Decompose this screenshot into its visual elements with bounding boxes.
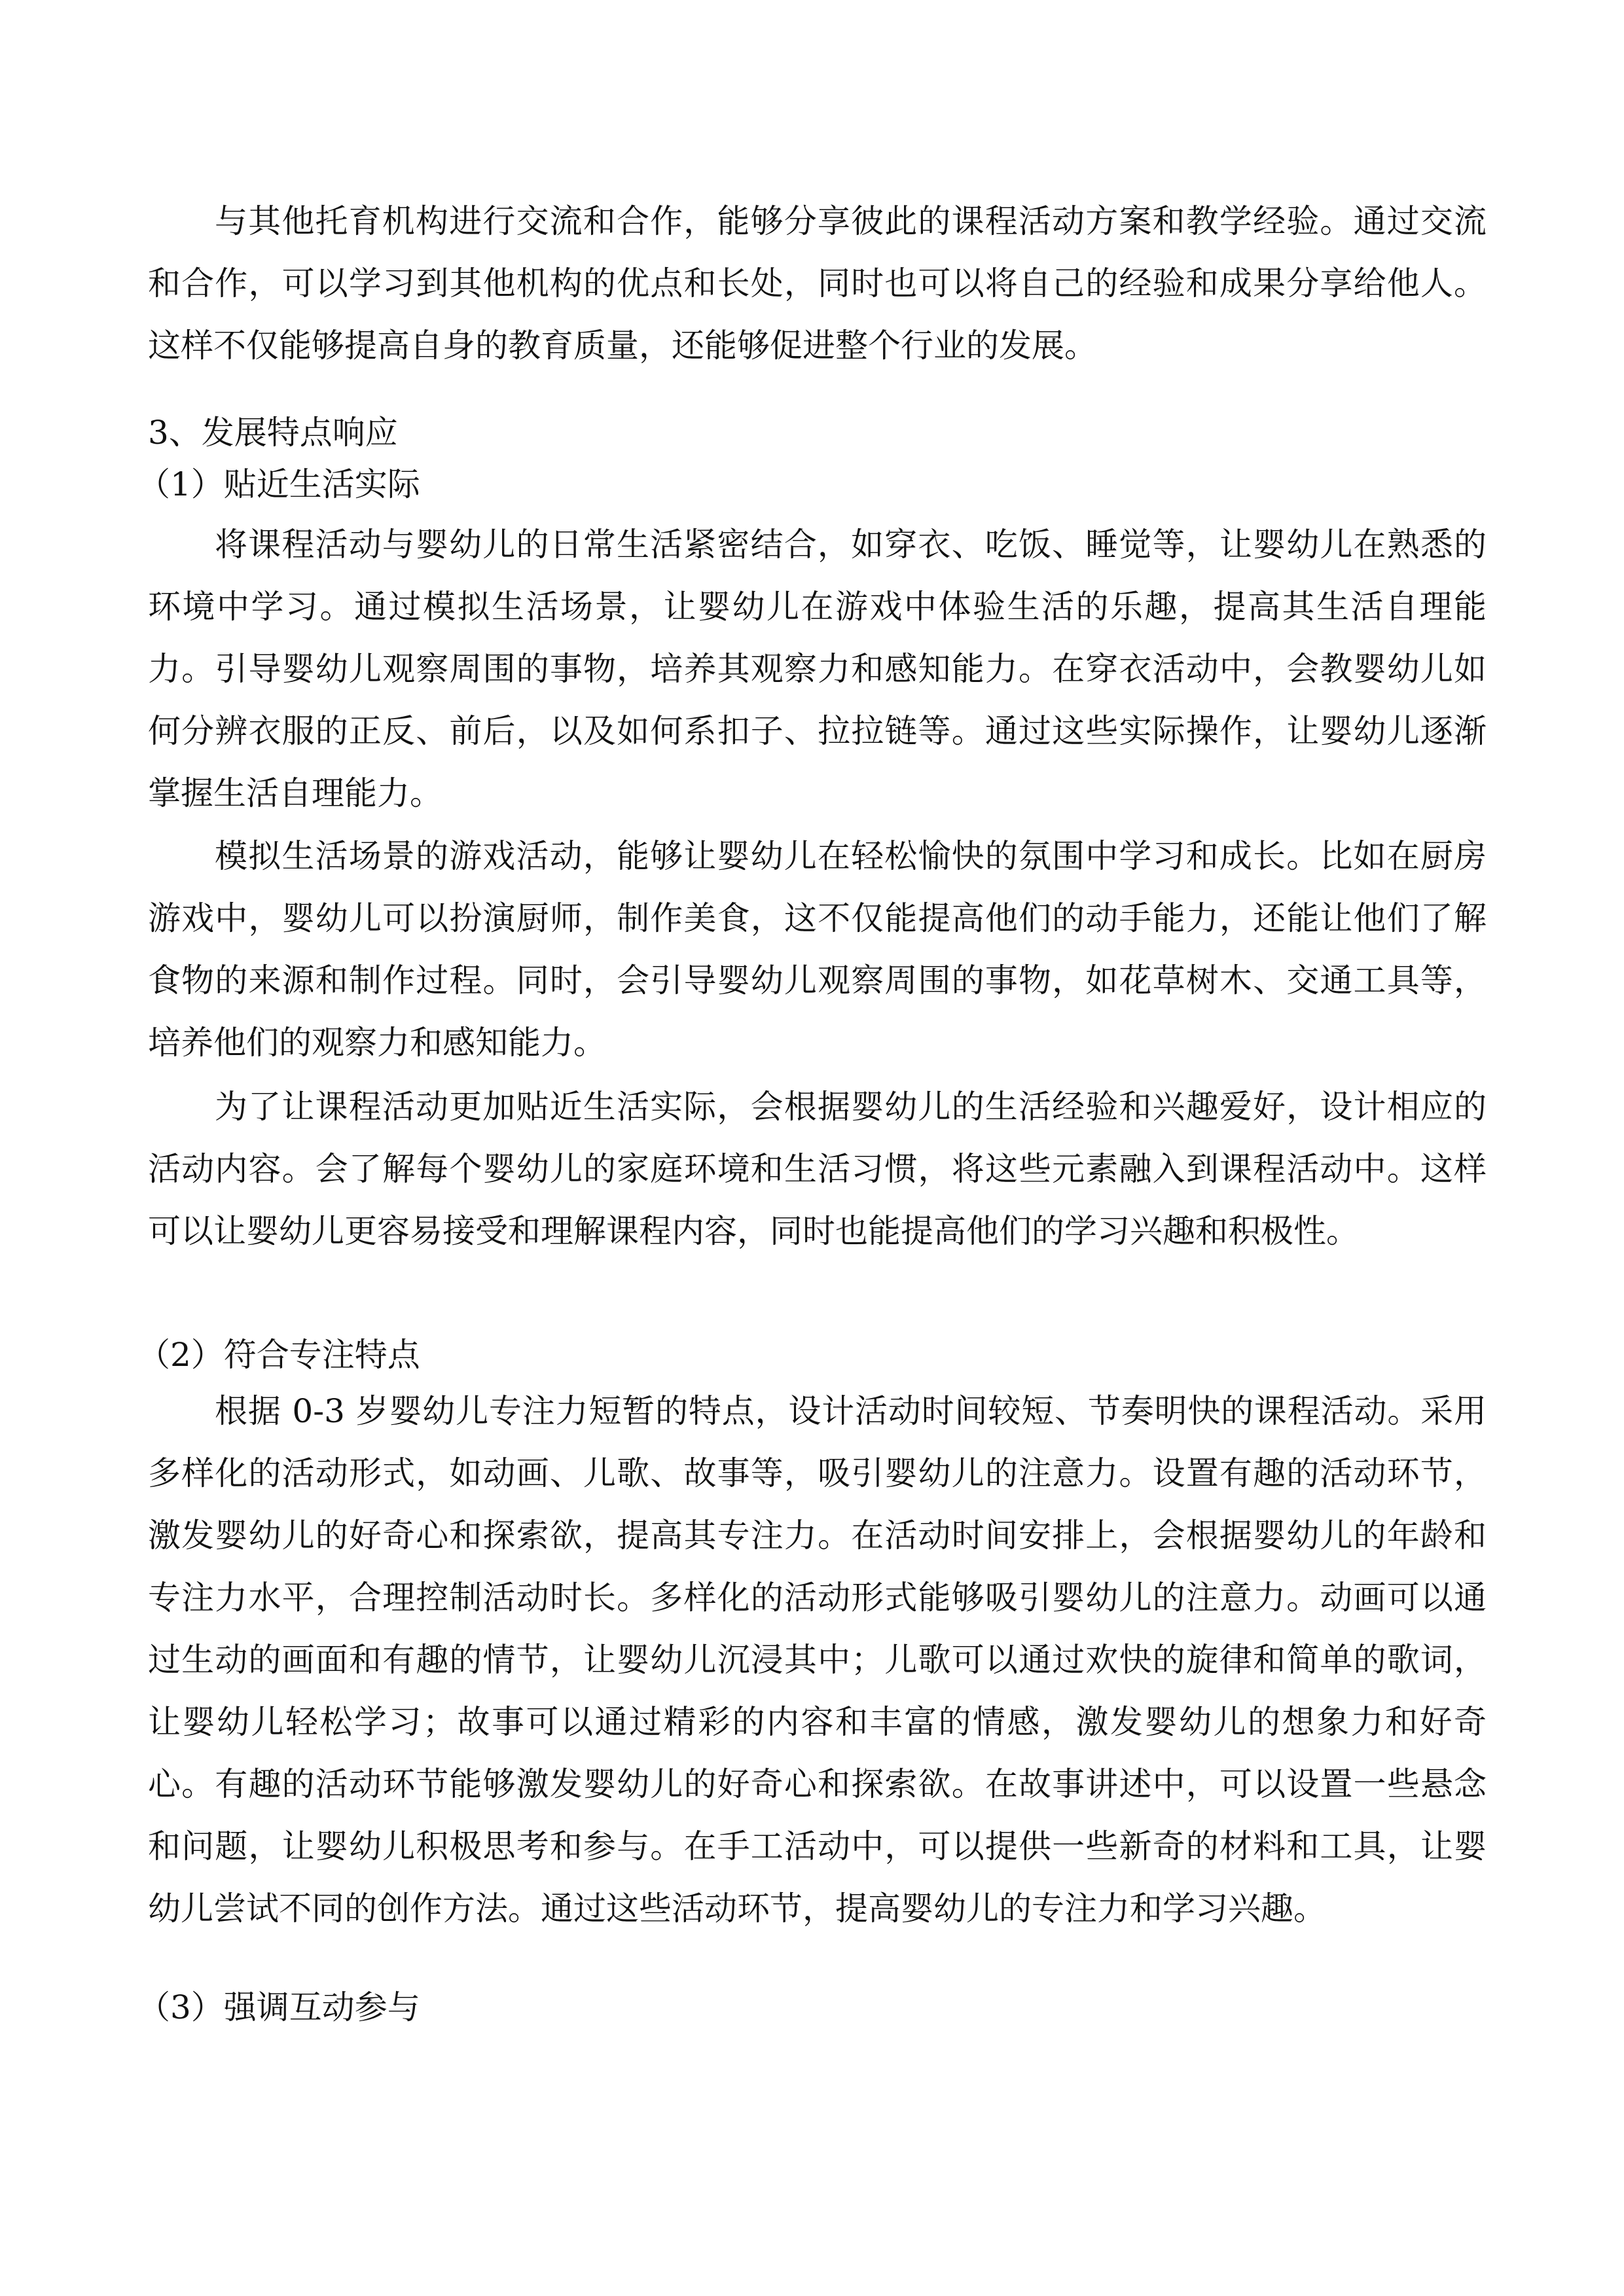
text-line: 幼儿尝试不同的创作方法。通过这些活动环节，提高婴幼儿的专注力和学习兴趣。 — [148, 1890, 1326, 1928]
text-line: 培养他们的观察力和感知能力。 — [148, 1024, 606, 1062]
text-line: 将课程活动与婴幼儿的日常生活紧密结合，如穿衣、吃饭、睡觉等，让婴幼儿在熟悉的 — [215, 526, 1487, 564]
text-line: 为了让课程活动更加贴近生活实际，会根据婴幼儿的生活经验和兴趣爱好，设计相应的 — [215, 1088, 1487, 1126]
text-line: 可以让婴幼儿更容易接受和理解课程内容，同时也能提高他们的学习兴趣和积极性。 — [148, 1212, 1359, 1250]
text-line: 和问题，让婴幼儿积极思考和参与。在手工活动中，可以提供一些新奇的材料和工具，让婴 — [148, 1827, 1487, 1865]
text-line: 过生动的画面和有趣的情节，让婴幼儿沉浸其中；儿歌可以通过欢快的旋律和简单的歌词， — [148, 1641, 1487, 1679]
text-line: 模拟生活场景的游戏活动，能够让婴幼儿在轻松愉快的氛围中学习和成长。比如在厨房 — [215, 837, 1487, 875]
subheading-attention: （2）符合专注特点 — [137, 1336, 420, 1374]
text-line: 多样化的活动形式，如动画、儿歌、故事等，吸引婴幼儿的注意力。设置有趣的活动环节， — [148, 1454, 1487, 1492]
paragraph-daily-life — [148, 514, 1487, 825]
text-line: 让婴幼儿轻松学习；故事可以通过精彩的内容和丰富的情感，激发婴幼儿的想象力和好奇 — [148, 1703, 1487, 1741]
text-line: 激发婴幼儿的好奇心和探索欲，提高其专注力。在活动时间安排上，会根据婴幼儿的年龄和 — [148, 1516, 1487, 1554]
text-line: 食物的来源和制作过程。同时，会引导婴幼儿观察周围的事物，如花草树木、交通工具等， — [148, 961, 1487, 999]
subheading-interaction: （3）强调互动参与 — [137, 1988, 420, 2026]
text-line: 这样不仅能够提高自身的教育质量，还能够促进整个行业的发展。 — [148, 327, 1097, 365]
text-line: 游戏中，婴幼儿可以扮演厨师，制作美食，这不仅能提高他们的动手能力，还能让他们了解 — [148, 899, 1487, 937]
paragraph-exchange-cooperation — [148, 190, 1487, 377]
paragraph-simulation-games — [148, 825, 1487, 1074]
text-line: 环境中学习。通过模拟生活场景，让婴幼儿在游戏中体验生活的乐趣，提高其生活自理能 — [148, 588, 1487, 626]
text-line: 心。有趣的活动环节能够激发婴幼儿的好奇心和探索欲。在故事讲述中，可以设置一些悬念 — [148, 1765, 1487, 1803]
text-line: 根据 0-3 岁婴幼儿专注力短暂的特点，设计活动时间较短、节奏明快的课程活动。采用 — [215, 1392, 1487, 1430]
text-line: 和合作，可以学习到其他机构的优点和长处，同时也可以将自己的经验和成果分享给他人。 — [148, 264, 1487, 302]
paragraph-attention-span — [148, 1380, 1487, 1940]
text-line: 活动内容。会了解每个婴幼儿的家庭环境和生活习惯，将这些元素融入到课程活动中。这样 — [148, 1150, 1487, 1188]
text-line: 力。引导婴幼儿观察周围的事物，培养其观察力和感知能力。在穿衣活动中，会教婴幼儿如 — [148, 650, 1487, 688]
text-line: 何分辨衣服的正反、前后，以及如何系扣子、拉拉链等。通过这些实际操作，让婴幼儿逐渐 — [148, 712, 1487, 750]
text-line: 与其他托育机构进行交流和合作，能够分享彼此的课程活动方案和教学经验。通过交流 — [215, 202, 1487, 240]
subheading-life-practice: （1）贴近生活实际 — [137, 465, 420, 503]
text-line: 掌握生活自理能力。 — [148, 774, 442, 812]
paragraph-activity-design — [148, 1076, 1487, 1263]
text-line: 专注力水平，合理控制活动时长。多样化的活动形式能够吸引婴幼儿的注意力。动画可以通 — [148, 1579, 1487, 1617]
section-heading: 3、发展特点响应 — [148, 414, 398, 452]
